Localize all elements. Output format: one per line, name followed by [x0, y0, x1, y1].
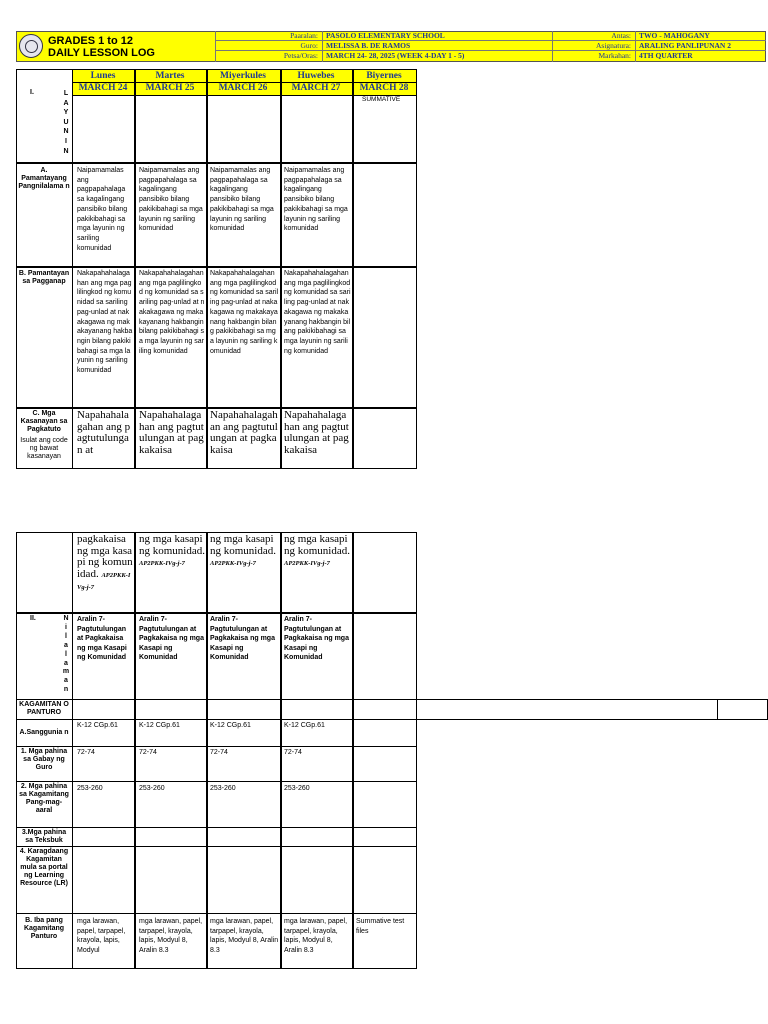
day-name: Biyernes: [366, 71, 402, 81]
day-date: MARCH 27: [291, 83, 341, 93]
sanggunian-cell: K-12 CGp.61: [139, 722, 180, 729]
nilalaman-cell: Aralin 7- Pagtutulungan at Pagkakaisa ng mga Kasapi ng Komunidad: [139, 616, 204, 661]
summative-label: SUMMATIVE: [362, 96, 401, 103]
kasanayan-cell: Napahahalagahan ang pagtutulungan at pagkakaisa: [284, 410, 349, 456]
pamantayang-cell: Naipamamalas ang pagpapahalaga sa kagalingang pansibiko bilang pakikibahagi sa mga layunin ng sariling komunidad: [139, 167, 203, 233]
nilalaman-cell: Aralin 7- Pagtutulungan at Pagkakaisa ng mga Kasapi ng Komunidad: [210, 616, 275, 661]
iba-pang-cell: mga larawan, papel, tarpapel, krayola, lapis, Modyul: [77, 918, 126, 955]
gabay-cell: 72-74: [139, 749, 157, 756]
pagganap-label: B. Pamantayan sa Pagganap: [18, 270, 70, 285]
pamantayang-cell: Naipamamalas ang pagpapahalaga sa kagalingang pansibiko bilang pakikibahagi sa mga layunin ng sariling komunidad: [210, 167, 274, 233]
iba-pang-cell: mga larawan, papel, tarpapel, krayola, lapis, Modyul 8, Aralin 8.3: [284, 918, 348, 955]
kasanayan-cell-cont: ng mga kasapi ng komunidad. AP2PKK-IVg-j-7: [210, 533, 276, 567]
day-name: Lunes: [90, 71, 116, 81]
kagamitang-mag-aaral-cell: 253-260: [77, 785, 103, 792]
kasanayan-cell: Napahahalagahan ang pagtutulungan at pagkakaisa: [139, 410, 204, 456]
doc-title-line2: DAILY LESSON LOG: [48, 47, 155, 59]
day-name: Huwebes: [297, 71, 335, 81]
kasanayan-note: Isulat ang code ng bawat kasanayan: [20, 437, 68, 460]
teksbuk-label: 3.Mga pahina sa Teksbuk: [21, 829, 67, 844]
pagganap-cell: Nakapahahalagahan ang mga paglilingkod ng komunidad sa sariling pag-unlad at nakakagawa ng makakayanang hakbangin bilang pakikibahagi sa mga layunin ng sariling komunidad: [284, 270, 351, 355]
iba-pang-label: B. Iba pang Kagamitang Panturo: [23, 917, 65, 940]
day-date: MARCH 24: [78, 83, 128, 93]
sanggunian-cell: K-12 CGp.61: [210, 722, 251, 729]
sanggunian-label: A.Sangguniа n: [19, 729, 69, 736]
pagganap-cell: Nakapahahalagahan ang mga paglilingkod ng komunidad sa sariling pag-unlad at nakakagawa ng makakayanang hakbangin bilang pakikibahagi sa mga layunin ng sariling komunidad: [77, 270, 133, 375]
school-label: Paaralan:: [290, 31, 318, 40]
day-date: MARCH 26: [218, 83, 268, 93]
day-name: Miyerkules: [220, 71, 266, 81]
kasanayan-cell-cont: ng mga kasapi ng komunidad. AP2PKK-IVg-j-7: [284, 533, 350, 567]
iba-pang-cell: mga larawan, papel, tarpapel, krayola, lapis, Modyul 8, Aralin 8.3: [210, 918, 279, 955]
kagamitang-mag-aaral-cell: 253-260: [284, 785, 310, 792]
quarter-value: 4TH QUARTER: [639, 51, 693, 60]
kasanayan-cell-cont: pagkakaisa ng mga kasapi ng komunidad. AP2PKK-IVg-j-7: [77, 533, 133, 591]
competency-code: AP2PKK-IVg-j-7: [139, 560, 185, 567]
kasanayan-label: C. Mga Kasanayan sa Pagkatuto: [20, 410, 68, 433]
teacher-value: MELISSA B. DE RAMOS: [326, 41, 411, 50]
pagganap-cell: Nakapahahalagahan ang mga paglilingkod ng komunidad sa sariling pag-unlad at nakakagawa ng makakayanang hakbangin bilang pakikibahagi sa mga layunin ng sariling komunidad: [139, 270, 205, 355]
kasanayan-cell-cont: ng mga kasapi ng komunidad. AP2PKK-IVg-j-7: [139, 533, 205, 567]
subject-value: ARALING PANLIPUNAN 2: [639, 41, 731, 50]
sanggunian-cell: K-12 CGp.61: [77, 722, 118, 729]
competency-code: AP2PKK-IVg-j-7: [284, 560, 330, 567]
competency-code: AP2PKK-IVg-j-7: [77, 571, 131, 591]
grade-value: TWO - MAHOGANY: [639, 31, 710, 40]
lr-label: 4. Karagdaang Kagamitan mula sa portal ng Learning Resource (LR): [19, 848, 69, 887]
kasanayan-cell: Napahahalagahan ang pagtutulungan at pagkakaisa: [210, 410, 278, 456]
day-date: MARCH 28: [359, 83, 409, 93]
pamantayang-cell: Naipamamalas ang pagpapahalaga sa kagalingang pansibiko bilang pakikibahagi sa mga layunin ng sariling komunidad: [77, 167, 128, 252]
grade-label: Antas:: [611, 31, 631, 40]
layunin-number: I.: [30, 89, 34, 96]
layunin-label: L A Y U N I N: [63, 90, 69, 155]
kagamitang-mag-aaral-cell: 253-260: [139, 785, 165, 792]
day-date: MARCH 25: [145, 83, 195, 93]
pamantayang-cell: Naipamamalas ang pagpapahalaga sa kagalingang pansibiko bilang pakikibahagi sa mga layunin ng sariling komunidad: [284, 167, 348, 233]
kasanayan-cell: Napahahalagahan ang pagtutulungan at: [77, 410, 131, 456]
pagganap-cell: Nakapahahalagahan ang mga paglilingkod ng komunidad sa sariling pag-unlad at nakakagawa ng makakayanang hakbangin bilang pakikibahagi sa mga layunin ng sariling komunidad: [210, 270, 279, 355]
gabay-cell: 72-74: [210, 749, 228, 756]
gabay-cell: 72-74: [284, 749, 302, 756]
date-value: MARCH 24- 28, 2025 (WEEK 4-DAY 1 - 5): [326, 51, 465, 60]
nilalaman-cell: Aralin 7- Pagtutulungan at Pagkakaisa ng mga Kasapi ng Komunidad: [284, 616, 349, 661]
sanggunian-cell: K-12 CGp.61: [284, 722, 325, 729]
competency-code: AP2PKK-IVg-j-7: [210, 560, 256, 567]
gabay-label: 1. Mga pahina sa Gabay ng Guro: [20, 748, 68, 771]
deped-seal-icon: [19, 34, 43, 58]
teacher-label: Guro:: [300, 41, 318, 50]
quarter-label: Markahan:: [598, 51, 631, 60]
pamantayang-label: A. Pamantayang Pangnilalama n: [18, 167, 70, 190]
school-value: PASOLO ELEMENTARY SCHOOL: [326, 31, 445, 40]
iba-pang-cell: mga larawan, papel, tarpapel, krayola, lapis, Modyul 8, Aralin 8.3: [139, 918, 203, 955]
kagamitang-mag-aaral-label: 2. Mga pahina sa Kagamitang Pang-mag-aaral: [19, 783, 69, 814]
date-label: Petsa/Oras:: [283, 51, 318, 60]
kagamitan-label: KAGAMITAN O PANTURO: [19, 701, 69, 716]
gabay-cell: 72-74: [77, 749, 95, 756]
kagamitang-mag-aaral-cell: 253-260: [210, 785, 236, 792]
day-name: Martes: [155, 71, 185, 81]
subject-label: Asignatura:: [596, 41, 631, 50]
nilalaman-label: N i l a l a m a n: [62, 615, 70, 694]
nilalaman-number: II.: [30, 615, 36, 622]
doc-title-line1: GRADES 1 to 12: [48, 35, 133, 47]
iba-pang-cell: Summative test files: [356, 918, 405, 935]
nilalaman-cell: Aralin 7- Pagtutulungan at Pagkakaisa ng mga Kasapi ng Komunidad: [77, 616, 127, 661]
